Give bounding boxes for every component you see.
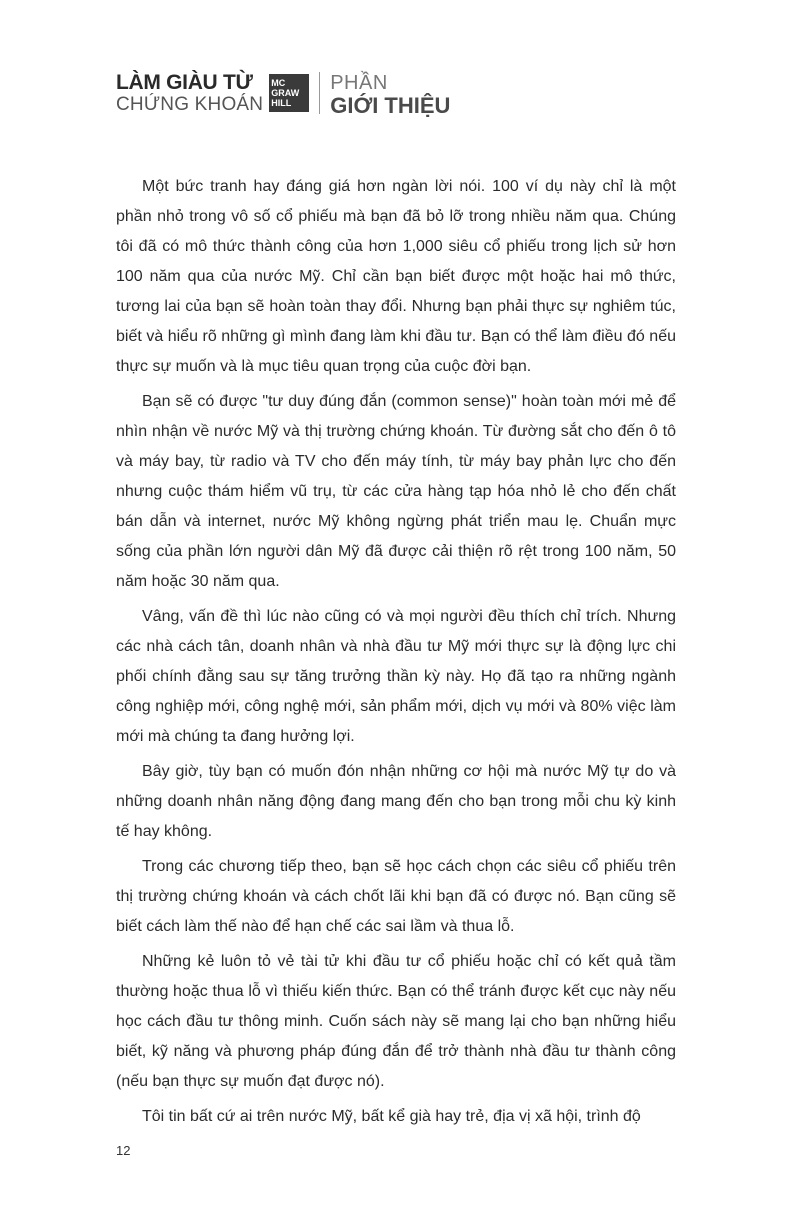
paragraph: Vâng, vấn đề thì lúc nào cũng có và mọi người đều thích chỉ trích. Nhưng các nhà cách tân, doanh nhân và nhà đầu tư Mỹ mới thực sự là động lực chi phối chính đằng sau sự tăng trưởng thần kỳ này. Họ đã tạo ra những ngành công nghiệp mới, công nghệ mới, sản phẩm mới, dịch vụ mới và 80% việc làm mới mà chúng ta đang hưởng lợi. (116, 608, 676, 745)
running-header (116, 72, 450, 118)
section-title (330, 72, 450, 118)
paragraph: Bây giờ, tùy bạn có muốn đón nhận những cơ hội mà nước Mỹ tự do và những doanh nhân năng động đang mang đến cho bạn trong mỗi chu kỳ kinh tế hay không. (116, 763, 676, 840)
section-label: PHẦN (330, 72, 388, 94)
logo-text-line1: MC (271, 78, 286, 88)
book-title-line2: CHỨNG KHOÁN (116, 94, 264, 115)
logo-text-line3: HILL (271, 98, 292, 108)
body-text (116, 172, 676, 1137)
book-title-line1: LÀM GIÀU TỪ (116, 71, 253, 94)
header-divider (319, 72, 320, 114)
paragraph: Một bức tranh hay đáng giá hơn ngàn lời nói. 100 ví dụ này chỉ là một phần nhỏ trong vô số cổ phiếu mà bạn đã bỏ lỡ trong nhiều năm qua. Chúng tôi đã có mô thức thành công của hơn 1,000 siêu cổ phiếu trong lịch sử hơn 100 năm qua của nước Mỹ. Chỉ cần bạn biết được một hoặc hai mô thức, tương lai của bạn sẽ hoàn toàn thay đổi. Nhưng bạn phải thực sự nghiêm túc, biết và hiểu rõ những gì mình đang làm khi đầu tư. Bạn có thể làm điều đó nếu thực sự muốn và là mục tiêu quan trọng của cuộc đời bạn. (116, 178, 676, 375)
logo-text-line2: GRAW (271, 88, 300, 98)
paragraph: Bạn sẽ có được "tư duy đúng đắn (common sense)" hoàn toàn mới mẻ để nhìn nhận về nước Mỹ và thị trường chứng khoán. Từ đường sắt cho đến ô tô và máy bay, từ radio và TV cho đến máy tính, từ máy bay phản lực cho đến nhưng cuộc thám hiểm vũ trụ, từ các cửa hàng tạp hóa nhỏ lẻ cho đến chất bán dẫn và internet, nước Mỹ không ngừng phát triển mau lẹ. Chuẩn mực sống của phần lớn người dân Mỹ đã được cải thiện rõ rệt trong 100 năm, 50 năm hoặc 30 năm qua. (116, 393, 676, 590)
paragraph: Tôi tin bất cứ ai trên nước Mỹ, bất kể già hay trẻ, địa vị xã hội, trình độ (142, 1108, 641, 1125)
book-title (116, 72, 263, 116)
paragraph: Trong các chương tiếp theo, bạn sẽ học cách chọn các siêu cổ phiếu trên thị trường chứng khoán và cách chốt lãi khi bạn đã có được nó. Bạn cũng sẽ biết cách làm thế nào để hạn chế các sai lầm và thua lỗ. (116, 858, 676, 935)
paragraph: Những kẻ luôn tỏ vẻ tài tử khi đầu tư cổ phiếu hoặc chỉ có kết quả tầm thường hoặc thua lỗ vì thiếu kiến thức. Bạn có thể tránh được kết cục này nếu học cách đầu tư thông minh. Cuốn sách này sẽ mang lại cho bạn những hiểu biết, kỹ năng và phương pháp đúng đắn để trở thành nhà đầu tư thành công (nếu bạn thực sự muốn đạt được nó). (116, 953, 676, 1090)
publisher-logo (269, 74, 309, 112)
section-name: GIỚI THIỆU (330, 93, 451, 118)
page-number: 12 (116, 1143, 131, 1158)
